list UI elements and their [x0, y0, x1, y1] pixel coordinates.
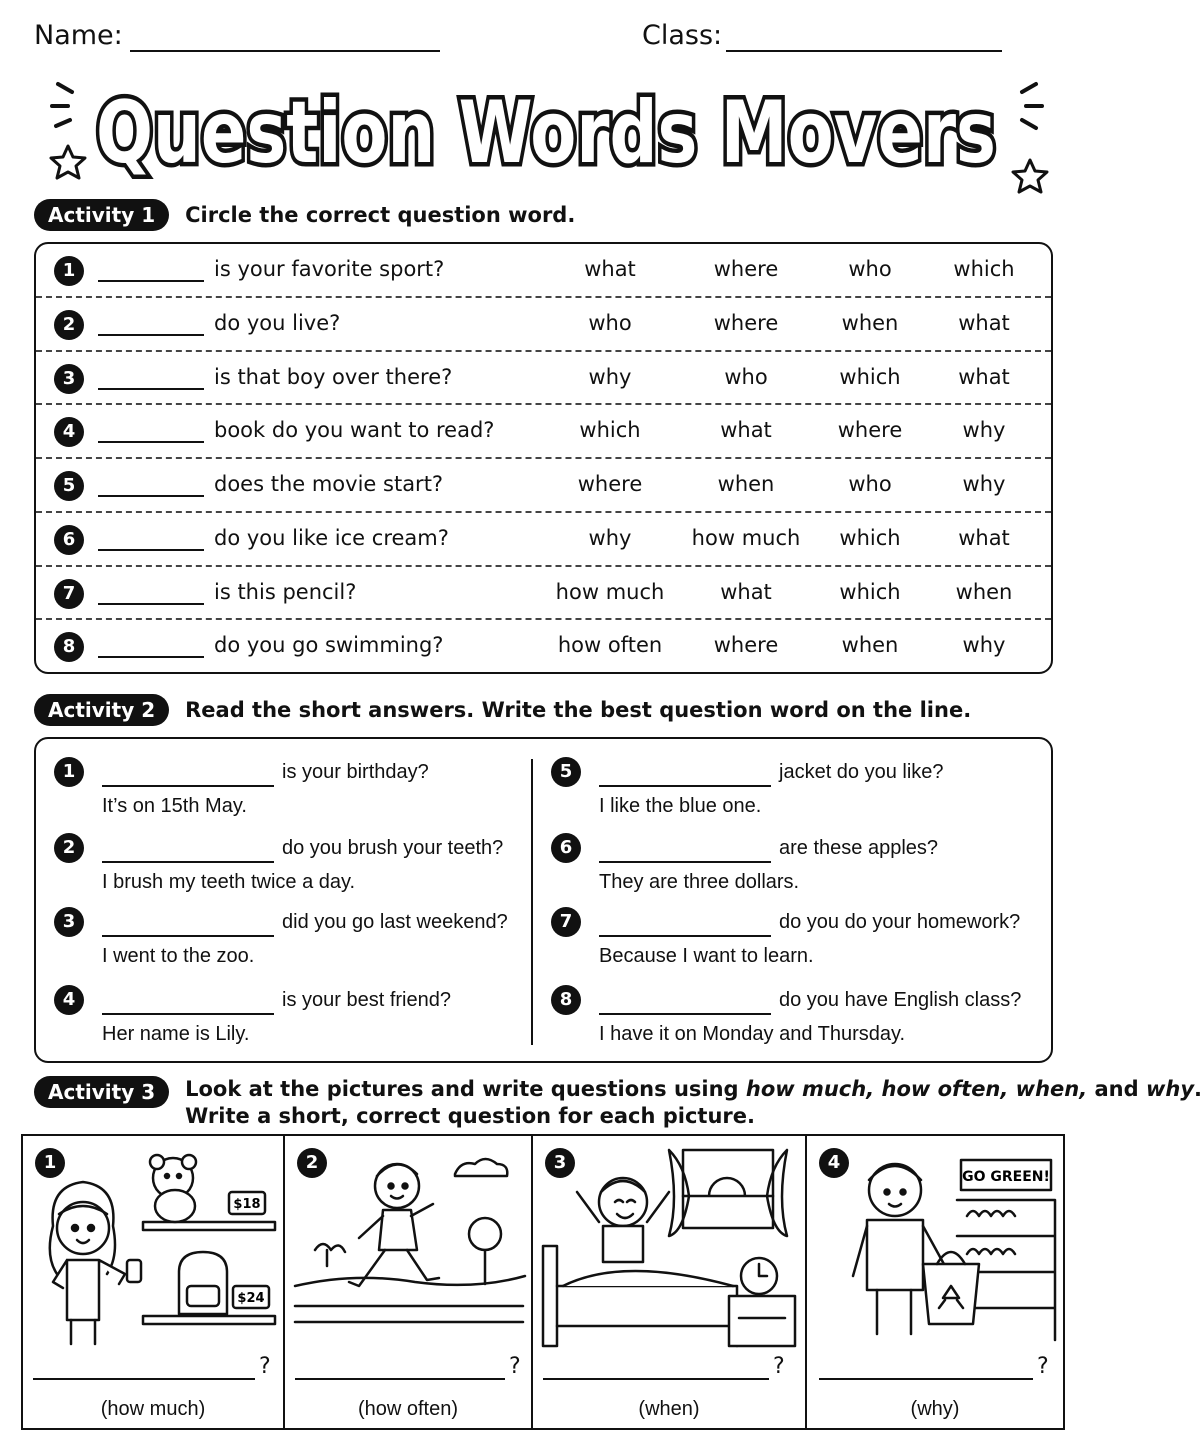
- question-row: [36, 352, 1051, 406]
- question-word-blank[interactable]: [102, 861, 274, 863]
- picture-cell-2: [285, 1136, 533, 1428]
- answer-option[interactable]: which: [839, 579, 901, 604]
- activity2-instruction: Read the short answers. Write the best question word on the line.: [185, 698, 972, 722]
- answer-text: It’s on 15th May.: [102, 795, 247, 817]
- answer-option[interactable]: which: [839, 364, 901, 389]
- question-number: 8: [54, 632, 84, 662]
- short-answer-item: [54, 907, 524, 977]
- answer-blank[interactable]: [98, 334, 204, 336]
- answer-text: I have it on Monday and Thursday.: [599, 1023, 906, 1045]
- answer-option[interactable]: which: [579, 418, 641, 443]
- answer-option[interactable]: who: [588, 310, 632, 335]
- answer-option[interactable]: who: [724, 364, 768, 389]
- picture-hint: (why): [910, 1398, 960, 1420]
- answer-option[interactable]: where: [713, 633, 779, 658]
- question-mark: ?: [509, 1354, 521, 1379]
- price-tag-teddy: $18: [233, 1197, 261, 1212]
- student-info-header: [34, 20, 1034, 56]
- question-text: do you have English class?: [779, 989, 1022, 1011]
- question-word-blank[interactable]: [599, 935, 771, 937]
- answer-blank[interactable]: [98, 388, 204, 390]
- question-row: [36, 459, 1051, 513]
- answer-option[interactable]: which: [839, 525, 901, 550]
- item-number: 8: [551, 985, 581, 1015]
- answer-line-2[interactable]: [295, 1378, 505, 1380]
- question-row: [36, 298, 1051, 352]
- activity1-instruction: Circle the correct question word.: [185, 203, 576, 227]
- activity1-header: [34, 199, 575, 231]
- answer-option[interactable]: where: [837, 418, 903, 443]
- short-answer-item: [551, 985, 1021, 1055]
- question-text: is your best friend?: [282, 989, 451, 1011]
- picture-number: 3: [545, 1148, 575, 1178]
- question-number: 6: [54, 525, 84, 555]
- answer-text: I like the blue one.: [599, 795, 762, 817]
- activity2-badge: Activity 2: [34, 694, 169, 726]
- answer-blank[interactable]: [98, 603, 204, 605]
- activity1-question-list: [34, 242, 1053, 674]
- question-mark: ?: [773, 1354, 785, 1379]
- answer-option[interactable]: what: [720, 418, 772, 443]
- question-row: [36, 513, 1051, 567]
- question-number: 7: [54, 579, 84, 609]
- star-right-icon: [1013, 160, 1047, 192]
- answer-line-3[interactable]: [543, 1378, 769, 1380]
- answer-option[interactable]: when: [717, 472, 775, 496]
- question-word-blank[interactable]: [102, 785, 274, 787]
- answer-option[interactable]: what: [958, 310, 1010, 335]
- picture-cell-1: [23, 1136, 285, 1428]
- question-text: do you live?: [214, 310, 341, 335]
- answer-blank[interactable]: [98, 656, 204, 658]
- sparkle-left-icon: [52, 84, 72, 126]
- item-number: 3: [54, 907, 84, 937]
- answer-option[interactable]: what: [720, 579, 772, 604]
- question-number: 3: [54, 364, 84, 394]
- question-text: jacket do you like?: [779, 761, 944, 783]
- instruction-line2: Write a short, correct question for each picture.: [185, 1104, 755, 1128]
- name-label: Name:: [34, 20, 123, 51]
- short-answer-item: [54, 833, 524, 903]
- star-left-icon: [51, 146, 85, 178]
- title-text: Question Words Movers: [96, 83, 996, 183]
- answer-option[interactable]: why: [588, 364, 632, 389]
- answer-blank[interactable]: [98, 549, 204, 551]
- activity2-question-list: [34, 737, 1053, 1063]
- question-row: [36, 244, 1051, 298]
- question-word-blank[interactable]: [599, 785, 771, 787]
- question-mark: ?: [259, 1354, 271, 1379]
- short-answer-item: [551, 833, 1021, 903]
- answer-option[interactable]: where: [713, 310, 779, 335]
- waking-girl-illustration: [533, 1136, 807, 1356]
- question-number: 4: [54, 417, 84, 447]
- answer-option[interactable]: what: [958, 525, 1010, 550]
- question-row: [36, 405, 1051, 459]
- question-text: is your birthday?: [282, 761, 429, 783]
- answer-option[interactable]: why: [962, 472, 1006, 496]
- answer-option[interactable]: why: [962, 418, 1006, 443]
- short-answer-item: [551, 907, 1021, 977]
- question-text: does the movie start?: [214, 472, 444, 496]
- short-answer-item: [54, 985, 524, 1055]
- answer-blank[interactable]: [98, 280, 204, 282]
- item-number: 1: [54, 757, 84, 787]
- picture-number: 1: [35, 1148, 65, 1178]
- answer-option[interactable]: why: [588, 525, 632, 550]
- question-word-blank[interactable]: [599, 1013, 771, 1015]
- question-text: do you go swimming?: [214, 633, 444, 658]
- answer-option[interactable]: when: [841, 633, 899, 658]
- question-number: 2: [54, 310, 84, 340]
- answer-text: I went to the zoo.: [102, 945, 255, 967]
- answer-option[interactable]: what: [584, 257, 636, 281]
- question-text: did you go last weekend?: [282, 911, 508, 933]
- question-number: 1: [54, 256, 84, 286]
- question-text: book do you want to read?: [214, 418, 495, 443]
- activity3-header: [34, 1074, 1202, 1134]
- class-field[interactable]: [726, 50, 1002, 52]
- question-row: [36, 620, 1051, 674]
- answer-text: Because I want to learn.: [599, 945, 814, 967]
- activity1-badge: Activity 1: [34, 199, 169, 231]
- short-answer-item: [551, 757, 1021, 827]
- instruction-text: .: [1194, 1077, 1202, 1101]
- question-text: is your favorite sport?: [214, 257, 445, 281]
- activity2-header: [34, 694, 971, 726]
- class-label: Class:: [642, 20, 723, 51]
- activity3-instruction: [185, 1076, 1202, 1130]
- picture-cell-4: [807, 1136, 1063, 1428]
- question-word-blank[interactable]: [102, 1013, 274, 1015]
- answer-line-1[interactable]: [33, 1378, 255, 1380]
- answer-option[interactable]: what: [958, 364, 1010, 389]
- answer-text: I brush my teeth twice a day.: [102, 871, 356, 893]
- question-text: are these apples?: [779, 837, 939, 859]
- question-word-blank[interactable]: [599, 861, 771, 863]
- answer-text: They are three dollars.: [599, 871, 800, 893]
- answer-option[interactable]: when: [841, 310, 899, 335]
- sparkle-right-icon: [1022, 84, 1042, 128]
- picture-number: 2: [297, 1148, 327, 1178]
- column-divider: [531, 759, 533, 1045]
- question-mark: ?: [1037, 1354, 1049, 1379]
- short-answer-item: [54, 757, 524, 827]
- answer-option[interactable]: how much: [691, 525, 801, 550]
- answer-option[interactable]: who: [848, 472, 892, 496]
- question-text: do you brush your teeth?: [282, 837, 504, 859]
- picture-hint: (how often): [357, 1398, 459, 1420]
- answer-blank[interactable]: [98, 441, 204, 443]
- activity3-picture-grid: [21, 1134, 1065, 1430]
- answer-option[interactable]: how much: [555, 579, 665, 604]
- answer-text: Her name is Lily.: [102, 1023, 250, 1045]
- instruction-italic: how much, how often, when,: [745, 1077, 1088, 1101]
- picture-hint: (when): [638, 1398, 700, 1420]
- item-number: 6: [551, 833, 581, 863]
- answer-option[interactable]: where: [713, 257, 779, 281]
- question-word-blank[interactable]: [102, 935, 274, 937]
- price-tag-backpack: $24: [237, 1291, 265, 1306]
- answer-option[interactable]: why: [962, 633, 1006, 658]
- question-row: [36, 567, 1051, 621]
- item-number: 5: [551, 757, 581, 787]
- question-text: do you like ice cream?: [214, 525, 449, 550]
- picture-cell-3: [533, 1136, 807, 1428]
- activity3-badge: Activity 3: [34, 1076, 169, 1108]
- instruction-italic: why: [1145, 1077, 1195, 1101]
- answer-option[interactable]: when: [955, 579, 1013, 604]
- item-number: 2: [54, 833, 84, 863]
- answer-blank[interactable]: [98, 495, 204, 497]
- question-text: is this pencil?: [214, 579, 357, 604]
- go-green-sign: GO GREEN!: [962, 1169, 1050, 1185]
- question-text: is that boy over there?: [214, 364, 453, 389]
- instruction-text: and: [1087, 1077, 1146, 1101]
- answer-option[interactable]: who: [848, 257, 892, 281]
- instruction-text: Look at the pictures and write questions using: [185, 1077, 746, 1101]
- answer-option[interactable]: how often: [557, 633, 663, 658]
- question-number: 5: [54, 471, 84, 501]
- question-text: do you do your homework?: [779, 911, 1021, 933]
- answer-option[interactable]: which: [953, 257, 1015, 281]
- picture-hint: (how much): [100, 1398, 206, 1420]
- picture-number: 4: [819, 1148, 849, 1178]
- item-number: 4: [54, 985, 84, 1015]
- item-number: 7: [551, 907, 581, 937]
- worksheet-title: [0, 62, 1086, 192]
- answer-option[interactable]: where: [577, 472, 643, 496]
- name-field[interactable]: [130, 50, 440, 52]
- answer-line-4[interactable]: [819, 1378, 1033, 1380]
